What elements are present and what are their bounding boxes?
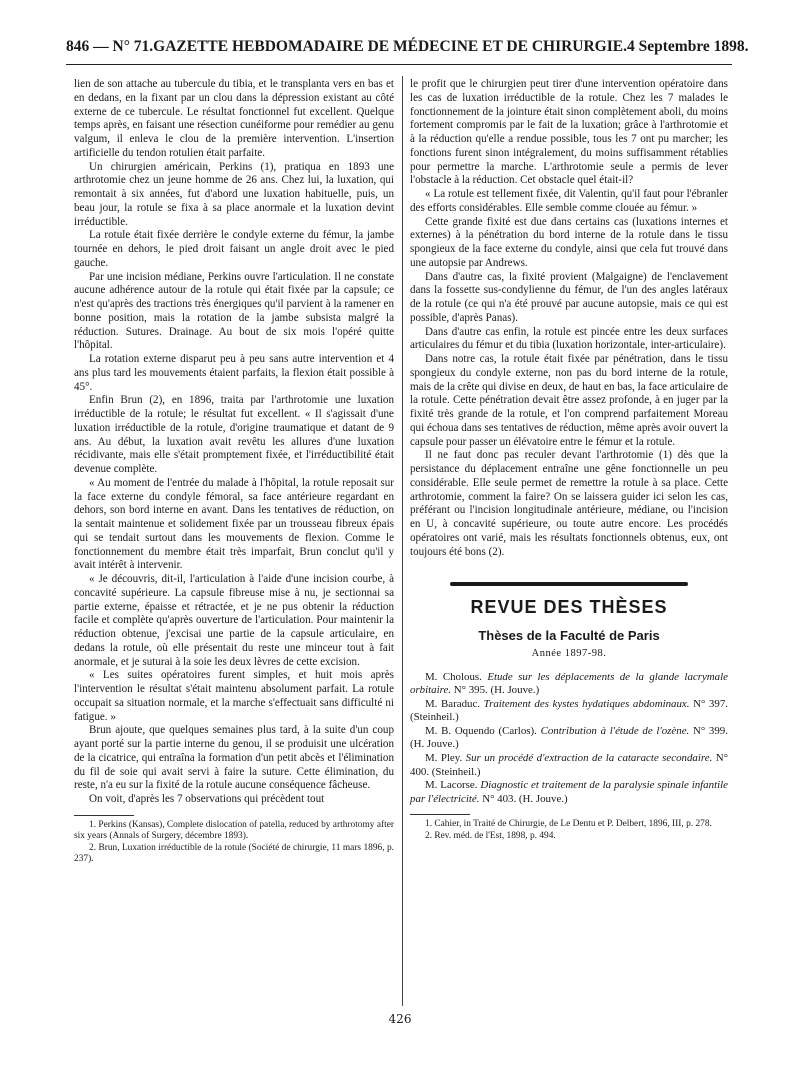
left-paragraph: Brun ajoute, que quelques semaines plus tard, à la suite d'un coup ayant porté sur la partie interne du genou, il se produisit une ulcération de la cicatrice, qui entraîna la formation d'un petit abcès et l'élimination du fil de soie qui avait servi à faire la suture. Cette élimination, du reste, n'a eu sur la fixité de la rotule aucune conséquence fâcheuse. <box>74 724 394 792</box>
thesis-ref: N° 400. (Steinheil.) <box>410 752 728 778</box>
right-paragraph: Il ne faut donc pas reculer devant l'arthrotomie (1) dès que la persistance du déplacement entraîne une gêne fonctionnelle un peu considérable. Elle seule permet de remettre la rotule à sa place. Cette arthrotomie, comment la faire? On se laissera guider ici selon les cas, préférant ou l'incision longitudinale antérieure, médiane, ou l'incision en U, à concavité supérieure, ou toute autre encore. Les procédés opératoires ont varié, mais les résultats fonctionnels obtenus, eux, ont toujours été bons (2). <box>410 449 728 558</box>
thesis-author: M. Pley. <box>425 752 463 765</box>
thesis-author: M. B. Oquendo (Carlos). <box>425 724 537 737</box>
right-paragraph: Cette grande fixité est due dans certains cas (luxations internes et externes) à la pénétration du bord interne de la rotule dans le tissu spongieux de la face externe du condyle, ainsi que cela fut trouvé dans une autopsie par Andrews. <box>410 215 728 269</box>
thesis-entry <box>410 779 728 806</box>
thesis-ref: N° 399. (H. Jouve.) <box>410 724 728 751</box>
left-paragraph: Un chirurgien américain, Perkins (1), pratiqua en 1893 une arthrotomie chez un jeune homme de 26 ans. Chez lui, la luxation, qui remontait à six années, fut d'abord une luxation habituelle, puis, un beau jour, la rotule se fixa à sa place anormale et la luxation devint irréductible. <box>74 160 394 228</box>
right-paragraph: Dans d'autre cas enfin, la rotule est pincée entre les deux surfaces articulaires du fémur et du tibia (luxation horizontale, inter-articulaire). <box>410 325 728 352</box>
footnote: 2. Rev. méd. de l'Est, 1898, p. 494. <box>425 830 556 841</box>
thesis-title: Sur un procédé d'extraction de la cataracte secondaire. <box>465 752 713 765</box>
thesis-ref: N° 397. (Steinheil.) <box>410 697 728 724</box>
left-paragraph: « Au moment de l'entrée du malade à l'hôpital, la rotule reposait sur la face externe du condyle fémoral, sa face antérieure regardant en dehors, son bord interne en avant. Dans les tentatives de réduction, on la sentait maintenue et solidement fixée par un trousseau fibreux épais qui se tendait surtout dans les mouvements de flexion. Comme le fonctionnement du membre était très imparfait, Brun conclut qu'il y avait intérêt à intervenir. <box>74 476 394 572</box>
page-header <box>66 38 749 60</box>
header-journal-title: GAZETTE HEBDOMADAIRE DE MÉDECINE ET DE CHIRURGIE. <box>153 38 627 55</box>
footnote: 2. Brun, Luxation irréductible de la rotule (Société de chirurgie, 11 mars 1896, p. 237). <box>74 842 394 864</box>
right-paragraph: le profit que le chirurgien peut tirer d'une intervention opératoire dans les cas de luxation irréductible de la rotule. Chez les 7 malades le fonctionnement de la jointure était sinon complètement aboli, du moins fortement compromis par le fait de la luxation; grâce à l'arthrotomie et à la réduction qu'elle a rendue possible, tous les 7 ont pu marcher; les fonctions furent sinon intégralement, du moins suffisamment rétablies pour permettre la marche. L'arthrotomie seule a permis de lever l'obstacle à la réduction. Cet obstacle quel était-il? <box>410 78 728 187</box>
thesis-entry <box>410 725 728 752</box>
thesis-author: M. Cholous. <box>425 670 482 683</box>
thesis-ref: N° 403. (H. Jouve.) <box>482 792 568 805</box>
left-paragraph: Enfin Brun (2), en 1896, traita par l'arthrotomie une luxation irréductible de la rotule; le résultat fut excellent. « Il s'agissait d'une luxation irréductible de la rotule, d'origine traumatique et datant de 9 ans. Au début, la luxation avait revêtu les allures d'une luxation récidivante, mais elle s'était promptement fixée, et l'irréductibilité était devenue complète. <box>74 394 394 475</box>
header-issue: — N° 71. <box>93 38 154 55</box>
left-paragraph: « Les suites opératoires furent simples, et huit mois après l'intervention le résultat s'était maintenu absolument parfait. La rotule occupait sa situation normale, et la marche s'effectuait sans difficulté ni fatigue. » <box>74 669 394 723</box>
thesis-title: Contribution à l'étude de l'ozène. <box>540 724 690 737</box>
header-page-number: 846 <box>66 38 90 55</box>
footnote-rule <box>410 814 470 815</box>
left-paragraph: lien de son attache au tubercule du tibia, et le transplanta vers en bas et en dedans, en la fixant par un clou dans la dépression existant au côté externe de ce tubercule. Le résultat fonctionnel fut excellent. Quelque temps après, en faisant une résection cunéiforme pour remédier au genu valgum, il enleva le clou de la première intervention. L'insertion artificielle du tendon rotulien était parfaite. <box>74 78 394 159</box>
section-ornament <box>410 581 728 587</box>
subsection-title: Thèses de la Faculté de Paris <box>478 628 660 643</box>
right-paragraph: « La rotule est tellement fixée, dit Valentin, qu'il faut pour l'ébranler des efforts considérables. Elle semble comme clouée au fémur. » <box>410 188 728 214</box>
thesis-title: Etude sur les déplacements de la glande lacrymale orbitaire. <box>410 670 728 697</box>
right-paragraph: Dans d'autre cas, la fixité provient (Malgaigne) de l'enclavement dans la fossette sus-condylienne du fémur, de l'un des angles latéraux de la rotule (ce qui n'a été prouvé par aucune autopsie, mais ce qui est possible, d'après Panas). <box>410 270 728 324</box>
thesis-author: M. Lacorse. <box>425 779 478 792</box>
header-rule <box>66 64 732 65</box>
page-number: 426 <box>388 1012 412 1026</box>
footnote: 1. Perkins (Kansas), Complete dislocation of patella, reduced by arthrotomy after six years (Annals of Surgery, décembre 1893). <box>74 819 394 842</box>
left-paragraph: On voit, d'après les 7 observations qui précèdent tout <box>89 793 325 805</box>
footnote: 1. Cahier, in Traité de Chirurgie, de Le Dentu et P. Delbert, 1896, III, p. 278. <box>425 819 712 830</box>
right-paragraph: Dans notre cas, la rotule était fixée par pénétration, dans le tissu spongieux du condyle externe, non pas du bord interne de la rotule, mais de la crête qui divise en deux, de haut en bas, la face articulaire de la rotule. Cette pénétration devait être assez profonde, à en juger par la fixité très grande de la rotule, et l'on comprend parfaitement Moreau qui échoua dans ses tentatives de réduction, même après avoir ouvert la capsule pour passer un élévatoire entre le fémur et la rotule. <box>410 353 728 448</box>
thesis-entry <box>410 752 728 779</box>
year-label: Année 1897-98. <box>531 647 607 659</box>
left-paragraph: Par une incision médiane, Perkins ouvre l'articulation. Il ne constate aucune adhérence autour de la rotule qui était fixée par la capsule; ce n'est qu'après des tractions très énergiques qu'il parvient à la ramener en bonne position, mais la rotation de la jambe subsista malgré la réduction. Sutures. Drainage. Au bout de six mois l'opéré quitte l'hôpital. <box>74 270 394 352</box>
left-paragraph: « Je découvris, dit-il, l'articulation à l'aide d'une incision courbe, à concavité supérieure. La capsule fibreuse mise à nu, je sectionnai sa partie externe, épaisse et rétractée, et je ne pus obtenir la réduction facile et complète qu'après ouverture de l'articulation. Pour maintenir la réduction obtenue, j'excisai une partie de la capsule articulaire, en dedans la rotule, où elle présentait du reste une minceur tout à fait anormale, et je suturai à la soie les deux lèvres de cette excision. <box>74 573 394 668</box>
section-title: REVUE DES THÈSES <box>470 597 668 618</box>
thesis-author: M. Baraduc. <box>425 697 481 710</box>
thesis-ref: N° 395. (H. Jouve.) <box>453 684 540 697</box>
header-left <box>66 38 153 56</box>
footnote-rule <box>74 815 134 816</box>
thesis-title: Traitement des kystes hydatiques abdominaux. <box>483 697 690 710</box>
left-column <box>74 78 394 865</box>
left-paragraph: La rotule était fixée derrière le condyle externe du fémur, la jambe tournée en dehors, le pied droit faisant un angle droit avec le pied gauche. <box>74 229 394 269</box>
column-divider <box>402 76 403 1006</box>
thesis-entry <box>410 671 728 698</box>
thesis-entry <box>410 698 728 725</box>
header-date: 4 Septembre 1898. <box>627 38 749 55</box>
thesis-title: Diagnostic et traitement de la paralysie spinale infantile par l'électricité. <box>410 779 728 805</box>
left-paragraph: La rotation externe disparut peu à peu sans autre intervention et 4 ans plus tard les mouvements étaient parfaits, la flexion était possible à 45°. <box>74 353 394 393</box>
right-column <box>410 78 728 842</box>
